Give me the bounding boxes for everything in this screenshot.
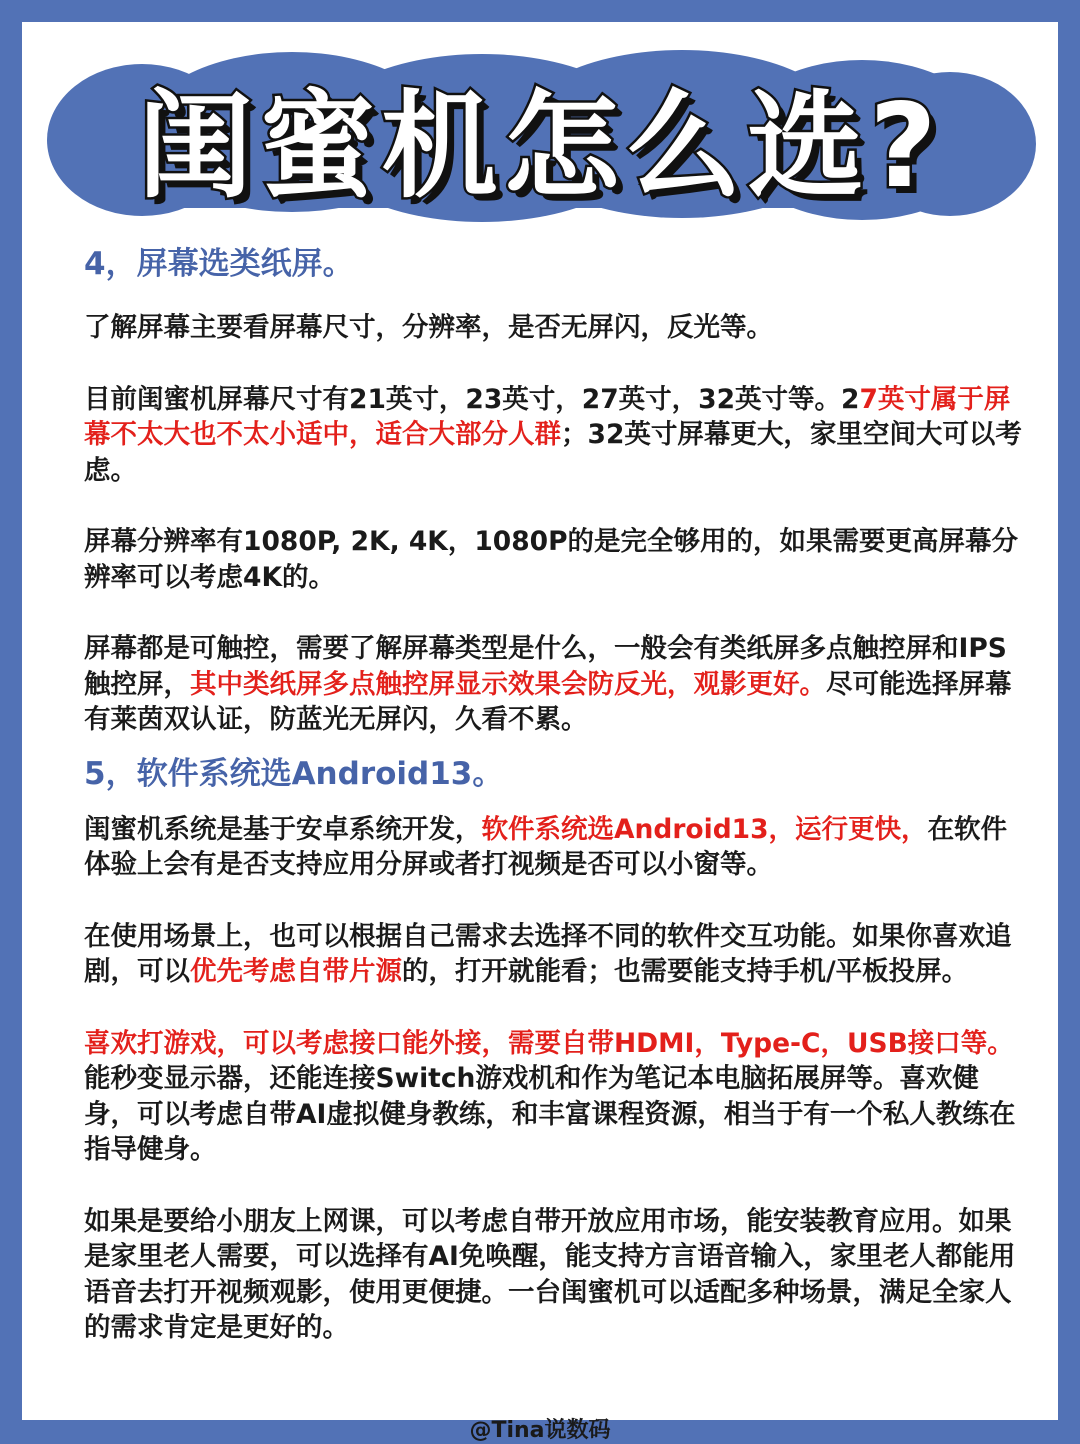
paragraph bbox=[84, 919, 1029, 990]
highlight-text: 7英寸属于屏幕不太大也不太小适中，适合大部分人群 bbox=[84, 383, 1011, 450]
paragraph bbox=[84, 812, 1029, 883]
section-heading: 4，屏幕选类纸屏。 bbox=[84, 246, 354, 282]
paragraph-text: 闺蜜机系统是基于安卓系统开发， bbox=[84, 813, 482, 845]
paragraph-text: 屏幕都是可触控，需要了解屏幕类型是什么，一般会有类纸屏多点触控屏和IPS触控屏， bbox=[84, 633, 1007, 700]
paragraph-text: 的，打开就能看；也需要能支持手机/平板投屏。 bbox=[402, 956, 969, 987]
highlight-text: 其中类纸屏多点触控屏显示效果会防反光，观影更好。 bbox=[190, 668, 826, 700]
highlight-text: 喜欢打游戏，可以考虑接口能外接，需要自带HDMI，Type-C，USB接口等。 bbox=[84, 1027, 1014, 1059]
paragraph bbox=[84, 1204, 1029, 1346]
paragraph-text: 了解屏幕主要看屏幕尺寸，分辨率，是否无屏闪，反光等。 bbox=[84, 312, 773, 343]
article-body bbox=[84, 240, 1029, 1346]
paragraph bbox=[84, 631, 1029, 738]
page-title: 闺蜜机怎么选? bbox=[137, 78, 943, 214]
paragraph-text: 如果是要给小朋友上网课，可以考虑自带开放应用市场，能安装教育应用。如果是家里老人需要，可以选择有AI免唤醒，能支持方言语音输入，家里老人都能用语音去打开视频观影，使用更便捷。一台闺蜜机可以适配多种场景，满足全家人的需求肯定是更好的。 bbox=[84, 1205, 1016, 1343]
author-watermark: @Tina说数码 bbox=[469, 1418, 611, 1443]
paragraph-text: 尽可能选择屏幕有莱茵双认证，防蓝光无屏闪，久看不累。 bbox=[84, 668, 1012, 735]
paragraph-text: 在软件体验上会有是否支持应用分屏或者打视频是否可以小窗等。 bbox=[84, 813, 1008, 880]
paragraph bbox=[84, 524, 1029, 595]
paragraph bbox=[84, 1026, 1029, 1168]
section-heading: 5，软件系统选Android13。 bbox=[84, 755, 504, 792]
paragraph bbox=[84, 382, 1029, 489]
paragraph bbox=[84, 310, 1029, 346]
paragraph-text: 能秒变显示器，还能连接Switch游戏机和作为笔记本电脑拓展屏等。喜欢健身，可以考虑自带AI虚拟健身教练，和丰富课程资源，相当于有一个私人教练在指导健身。 bbox=[84, 1063, 1016, 1165]
highlight-text: 软件系统选Android13，运行更快， bbox=[481, 813, 928, 845]
paragraph-text: ；32英寸屏幕更大，家里空间大可以考虑。 bbox=[84, 419, 1022, 486]
section-screen bbox=[84, 240, 1029, 738]
highlight-text: 优先考虑自带片源 bbox=[190, 956, 402, 987]
title-banner bbox=[42, 48, 1038, 224]
section-software bbox=[84, 750, 1029, 1346]
paragraph-text: 目前闺蜜机屏幕尺寸有21英寸，23英寸，27英寸，32英寸等。2 bbox=[84, 383, 860, 415]
paragraph-text: 屏幕分辨率有1080P, 2K, 4K，1080P的是完全够用的，如果需要更高屏幕分辨率可以考虑4K的。 bbox=[84, 526, 1019, 593]
paragraph-text: 在使用场景上，也可以根据自己需求去选择不同的软件交互功能。如果你喜欢追剧，可以 bbox=[84, 920, 1012, 987]
